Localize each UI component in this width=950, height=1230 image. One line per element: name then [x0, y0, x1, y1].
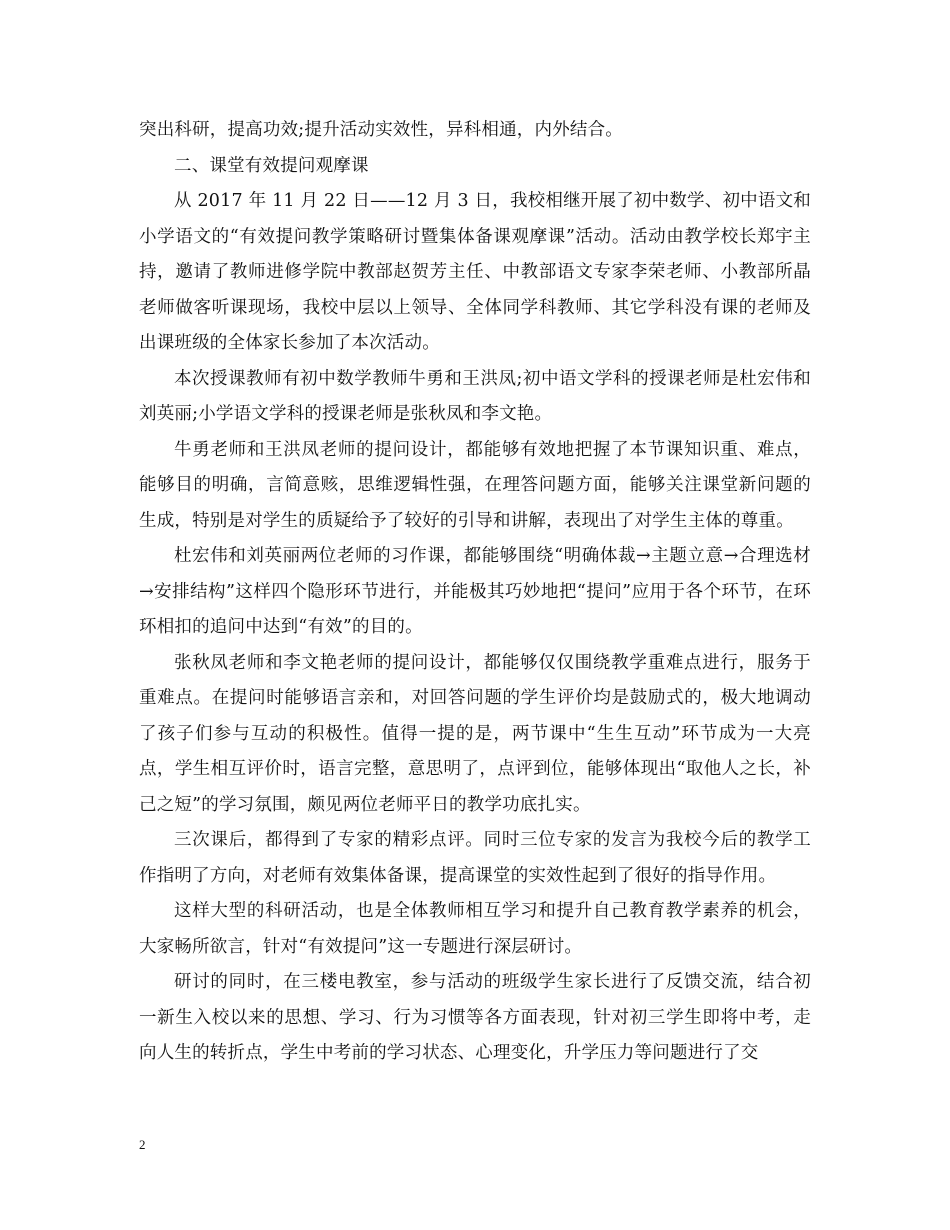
paragraph-9: 这样大型的科研活动，也是全体教师相互学习和提升自己教育教学素养的机会，大家畅所欲言，针对“有效提问”这一专题进行深层研讨。 — [139, 901, 811, 957]
paragraph-4: 本次授课教师有初中数学教师牛勇和王洪凤;初中语文学科的授课老师是杜宏伟和刘英丽;小学语文学科的授课老师是张秋凤和李文艳。 — [139, 368, 811, 424]
paragraph-10: 研讨的同时，在三楼电教室，参与活动的班级学生家长进行了反馈交流，结合初一新生入校以来的思想、学习、行为习惯等各方面表现，针对初三学生即将中考，走向人生的转折点，学生中考前的学习状态、心理变化，升学压力等问题进行了交 — [139, 972, 811, 1063]
paragraph-1: 突出科研，提高功效;提升活动实效性，异科相通，内外结合。 — [139, 120, 623, 140]
paragraph-3: 从 2017 年 11 月 22 日——12 月 3 日，我校相继开展了初中数学、初中语文和小学语文的“有效提问教学策略研讨暨集体备课观摩课”活动。活动由教学校长郑宇主持，邀请了教师进修学院中教部赵贺芳主任、中教部语文专家李荣老师、小教部所晶老师做客听课现场，我校中层以上领导、全体同学科教师、其它学科没有课的老师及出课班级的全体家长参加了本次活动。 — [139, 191, 811, 353]
document-body — [139, 113, 811, 1072]
paragraph-8: 三次课后，都得到了专家的精彩点评。同时三位专家的发言为我校今后的教学工作指明了方向，对老师有效集体备课，提高课堂的实效性起到了很好的指导作用。 — [139, 830, 811, 886]
page-number: 2 — [139, 1137, 146, 1152]
paragraph-6: 杜宏伟和刘英丽两位老师的习作课，都能够围绕“明确体裁→主题立意→合理选材→安排结构”这样四个隐形环节进行，并能极其巧妙地把“提问”应用于各个环节，在环环相扣的追问中达到“有效”的目的。 — [139, 546, 811, 637]
paragraph-7: 张秋凤老师和李文艳老师的提问设计，都能够仅仅围绕教学重难点进行，服务于重难点。在提问时能够语言亲和，对回答问题的学生评价均是鼓励式的，极大地调动了孩子们参与互动的积极性。值得一提的是，两节课中“生生互动”环节成为一大亮点，学生相互评价时，语言完整，意思明了，点评到位，能够体现出“取他人之长，补己之短”的学习氛围，颇见两位老师平日的教学功底扎实。 — [139, 652, 811, 815]
section-heading: 二、课堂有效提问观摩课 — [174, 155, 369, 176]
paragraph-5: 牛勇老师和王洪凤老师的提问设计，都能够有效地把握了本节课知识重、难点，能够目的明确，言简意赅，思维逻辑性强，在理答问题方面，能够关注课堂新问题的生成，特别是对学生的质疑给予了较好的引导和讲解，表现出了对学生主体的尊重。 — [139, 439, 811, 531]
